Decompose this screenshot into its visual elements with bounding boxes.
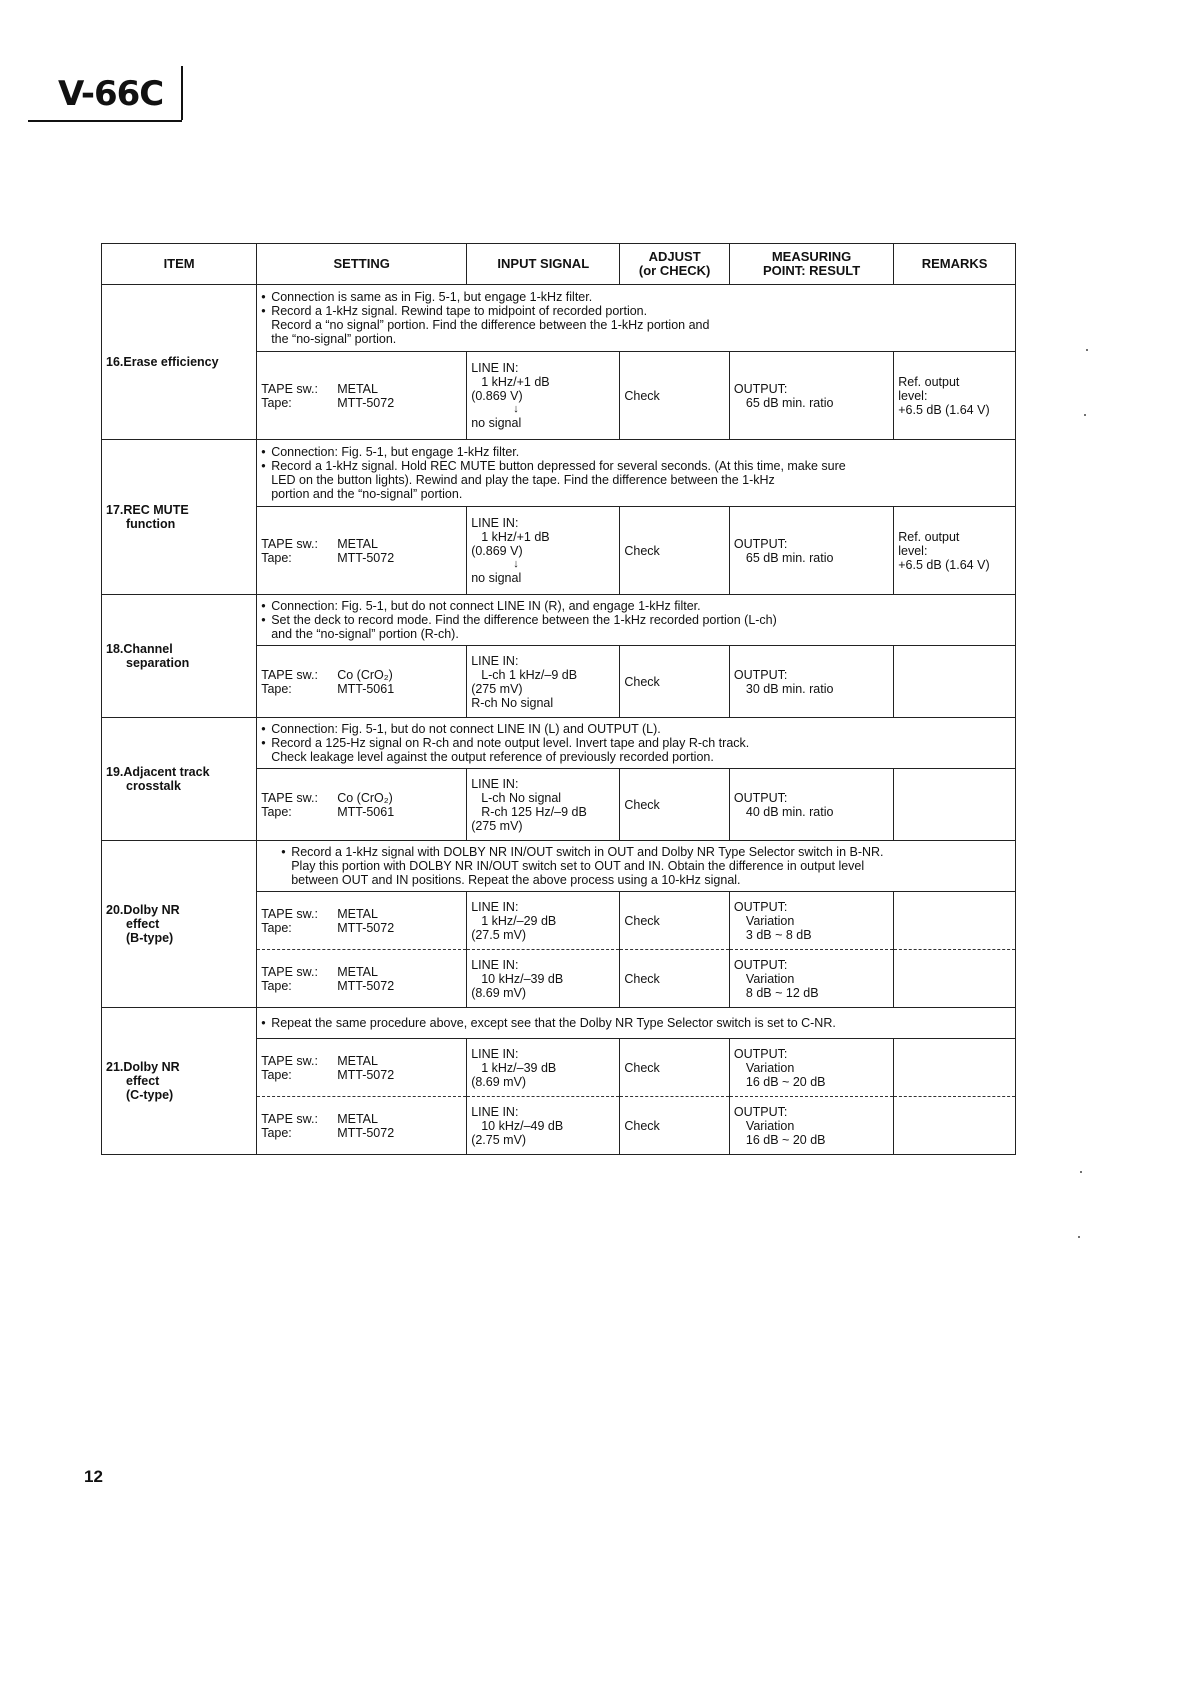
item-name-continued: (C-type) xyxy=(126,1088,174,1102)
item-number: 20. xyxy=(106,903,124,917)
remarks-line: Ref. output xyxy=(898,529,960,544)
tape-switch-label: TAPE sw.: xyxy=(261,1111,318,1126)
table-row-19-desc xyxy=(102,718,1016,769)
title-divider-vertical xyxy=(181,66,183,120)
remarks-cell xyxy=(894,950,1016,1008)
remarks-cell xyxy=(894,352,1016,440)
title-underline xyxy=(28,120,182,122)
measure-line: 16 dB ~ 20 dB xyxy=(745,1074,826,1089)
measure-line: Variation xyxy=(745,1118,795,1133)
input-line: LINE IN: xyxy=(471,1104,519,1119)
remarks-cell xyxy=(894,769,1016,841)
item-name: Channel xyxy=(123,642,173,656)
setting-cell xyxy=(257,1039,467,1097)
tape-switch-value: METAL xyxy=(337,964,378,979)
procedure-line: Connection: Fig. 5-1, but do not connect LINE IN (R), and engage 1-kHz filter. xyxy=(271,599,701,613)
procedure-16: • Connection is same as in Fig. 5-1, but engage 1-kHz filter. • Record a 1-kHz signal. Rewind tape to midpoint of recorded portion. Record a “no signal” portion. Find the difference between the 1-kHz portion and the “no-signal” portion. xyxy=(257,285,1016,352)
input-line: LINE IN: xyxy=(471,899,519,914)
input-signal-cell xyxy=(467,352,620,440)
measure-line: OUTPUT: xyxy=(733,899,788,914)
tape-switch-label: TAPE sw.: xyxy=(261,1053,318,1068)
tape-value: MTT-5072 xyxy=(337,395,395,410)
input-line: LINE IN: xyxy=(471,776,519,791)
remarks-line: Ref. output xyxy=(898,374,960,389)
measuring-cell xyxy=(729,1039,893,1097)
item-21 xyxy=(102,1008,257,1155)
measure-line: OUTPUT: xyxy=(733,381,788,396)
measuring-cell xyxy=(729,352,893,440)
remarks-line: +6.5 dB (1.64 V) xyxy=(898,402,990,417)
measure-line: 65 dB min. ratio xyxy=(745,550,834,565)
page-number: 12 xyxy=(84,1467,103,1486)
remarks-cell xyxy=(894,1039,1016,1097)
procedure-line: Record a 1-kHz signal with DOLBY NR IN/OUT switch in OUT and Dolby NR Type Selector switch in B-NR. xyxy=(291,845,884,859)
input-line: 1 kHz/–29 dB xyxy=(481,913,557,928)
remarks-cell xyxy=(894,1097,1016,1155)
procedure-line: Record a 1-kHz signal. Rewind tape to midpoint of recorded portion. xyxy=(271,304,648,318)
adjust-cell: Check xyxy=(620,1097,730,1155)
col-header-input-signal: INPUT SIGNAL xyxy=(467,244,620,285)
procedure-line: portion and the “no-signal” portion. xyxy=(271,487,463,501)
input-line: (27.5 mV) xyxy=(471,927,527,942)
procedure-21: • Repeat the same procedure above, except see that the Dolby NR Type Selector switch is set to C-NR. xyxy=(257,1008,1016,1039)
procedure-line: Check leakage level against the output reference of previously recorded portion. xyxy=(271,750,714,764)
item-16 xyxy=(102,285,257,440)
table-row-20-desc xyxy=(102,841,1016,892)
tape-value: MTT-5061 xyxy=(337,804,395,819)
measure-line: 65 dB min. ratio xyxy=(745,395,834,410)
col-header-remarks: REMARKS xyxy=(894,244,1016,285)
measure-line: 30 dB min. ratio xyxy=(745,681,834,696)
tape-value: MTT-5072 xyxy=(337,978,395,993)
tape-switch-value: METAL xyxy=(337,381,378,396)
col-header-item: ITEM xyxy=(102,244,257,285)
tape-switch-value: Co (CrO₂) xyxy=(337,790,393,805)
item-18 xyxy=(102,595,257,718)
item-number: 17. xyxy=(106,503,124,517)
table-row-21-desc xyxy=(102,1008,1016,1039)
procedure-17: • Connection: Fig. 5-1, but engage 1-kHz filter. • Record a 1-kHz signal. Hold REC MUTE button depressed for several seconds. (At this time, make sure LED on the button lights). Rewind and play the tape. Find the difference between the 1-kHz portion and the “no-signal” portion. xyxy=(257,440,1016,507)
adjust-cell: Check xyxy=(620,352,730,440)
col-header-adjust-line1: ADJUST xyxy=(648,249,701,264)
adjust-cell: Check xyxy=(620,950,730,1008)
item-name-continued: effect xyxy=(126,1074,160,1088)
setting-cell xyxy=(257,892,467,950)
procedure-line: Record a 1-kHz signal. Hold REC MUTE button depressed for several seconds. (At this time, make sure xyxy=(271,459,846,473)
table-row-17-desc xyxy=(102,440,1016,507)
item-name-continued: function xyxy=(126,517,176,531)
scan-speck xyxy=(1084,414,1086,416)
col-header-measuring-line1: MEASURING xyxy=(771,249,852,264)
col-header-adjust xyxy=(620,244,730,285)
procedure-line: Record a 125-Hz signal on R-ch and note output level. Invert tape and play R-ch track. xyxy=(271,736,750,750)
tape-switch-label: TAPE sw.: xyxy=(261,667,318,682)
item-name-continued: crosstalk xyxy=(126,779,181,793)
input-line: 10 kHz/–49 dB xyxy=(481,1118,564,1133)
item-name: Dolby NR xyxy=(123,903,180,917)
procedure-line: between OUT and IN positions. Repeat the above process using a 10-kHz signal. xyxy=(291,873,741,887)
input-signal-cell xyxy=(467,892,620,950)
input-line: R-ch No signal xyxy=(471,695,554,710)
tape-switch-label: TAPE sw.: xyxy=(261,906,318,921)
input-line: 1 kHz/+1 dB xyxy=(481,375,550,389)
model-title: V-66C xyxy=(58,74,164,114)
col-header-measuring-line2: POINT: RESULT xyxy=(762,263,861,278)
procedure-line: Connection: Fig. 5-1, but engage 1-kHz filter. xyxy=(271,445,520,459)
remarks-line: level: xyxy=(898,543,928,558)
procedure-line: Connection: Fig. 5-1, but do not connect LINE IN (L) and OUTPUT (L). xyxy=(271,722,661,736)
input-line: no signal xyxy=(471,416,522,430)
tape-switch-label: TAPE sw.: xyxy=(261,536,318,551)
item-name-continued: (B-type) xyxy=(126,931,174,945)
measuring-cell xyxy=(729,507,893,595)
tape-value: MTT-5061 xyxy=(337,681,395,696)
input-line: (275 mV) xyxy=(471,818,523,833)
setting-cell xyxy=(257,950,467,1008)
measure-line: 16 dB ~ 20 dB xyxy=(745,1132,826,1147)
measure-line: OUTPUT: xyxy=(733,1104,788,1119)
input-signal-cell xyxy=(467,1097,620,1155)
input-line: L-ch No signal xyxy=(481,790,562,805)
table-row-16-desc xyxy=(102,285,1016,352)
input-line: LINE IN: xyxy=(471,1046,519,1061)
tape-switch-value: METAL xyxy=(337,1053,378,1068)
input-line: 1 kHz/–39 dB xyxy=(481,1060,557,1075)
input-line: LINE IN: xyxy=(471,516,519,530)
tape-switch-value: Co (CrO₂) xyxy=(337,667,393,682)
col-header-measuring xyxy=(729,244,893,285)
measure-line: Variation xyxy=(745,971,795,986)
measuring-cell xyxy=(729,646,893,718)
adjust-cell: Check xyxy=(620,892,730,950)
item-name-continued: separation xyxy=(126,656,190,670)
procedure-20: • Record a 1-kHz signal with DOLBY NR IN/OUT switch in OUT and Dolby NR Type Selector switch in B-NR. Play this portion with DOLBY NR IN/OUT switch set to OUT and IN. Obtain the difference in output level between OUT and IN positions. Repeat the above process using a 10-kHz signal. xyxy=(257,841,1016,892)
table-row-18-desc xyxy=(102,595,1016,646)
item-name: REC MUTE xyxy=(123,503,189,517)
scan-speck xyxy=(1080,1171,1082,1173)
item-19 xyxy=(102,718,257,841)
input-line: (8.69 mV) xyxy=(471,1074,527,1089)
tape-switch-label: TAPE sw.: xyxy=(261,964,318,979)
tape-value: MTT-5072 xyxy=(337,1125,395,1140)
col-header-adjust-line2: (or CHECK) xyxy=(638,263,711,278)
remarks-cell xyxy=(894,892,1016,950)
tape-switch-label: TAPE sw.: xyxy=(261,381,318,396)
tape-label: Tape: xyxy=(261,395,292,410)
tape-label: Tape: xyxy=(261,550,292,565)
input-line: 10 kHz/–39 dB xyxy=(481,971,564,986)
item-17 xyxy=(102,440,257,595)
input-line: LINE IN: xyxy=(471,957,519,972)
tape-label: Tape: xyxy=(261,1067,292,1082)
input-line: L-ch 1 kHz/–9 dB xyxy=(481,667,578,682)
remarks-cell xyxy=(894,507,1016,595)
remarks-line: +6.5 dB (1.64 V) xyxy=(898,557,990,572)
input-line: 1 kHz/+1 dB xyxy=(481,530,550,544)
setting-cell xyxy=(257,507,467,595)
tape-label: Tape: xyxy=(261,681,292,696)
tape-value: MTT-5072 xyxy=(337,920,395,935)
input-line: (0.869 V) xyxy=(471,389,523,403)
setting-cell xyxy=(257,646,467,718)
measure-line: OUTPUT: xyxy=(733,667,788,682)
item-number: 21. xyxy=(106,1060,124,1074)
measuring-cell xyxy=(729,892,893,950)
procedure-line: the “no-signal” portion. xyxy=(271,332,397,346)
input-signal-cell xyxy=(467,950,620,1008)
item-name-continued: effect xyxy=(126,917,160,931)
setting-cell xyxy=(257,352,467,440)
remarks-cell xyxy=(894,646,1016,718)
measure-line: OUTPUT: xyxy=(733,536,788,551)
tape-label: Tape: xyxy=(261,1125,292,1140)
measure-line: OUTPUT: xyxy=(733,957,788,972)
input-line: (2.75 mV) xyxy=(471,1132,527,1147)
procedure-19: • Connection: Fig. 5-1, but do not connect LINE IN (L) and OUTPUT (L). • Record a 125-Hz signal on R-ch and note output level. Invert tape and play R-ch track. Check leakage level against the output reference of previously recorded portion. xyxy=(257,718,1016,769)
measure-line: Variation xyxy=(745,913,795,928)
col-header-setting: SETTING xyxy=(257,244,467,285)
tape-label: Tape: xyxy=(261,804,292,819)
remarks-line: level: xyxy=(898,388,928,403)
measure-line: 40 dB min. ratio xyxy=(745,804,834,819)
item-20 xyxy=(102,841,257,1008)
down-arrow-icon: ↓ xyxy=(513,403,519,415)
tape-value: MTT-5072 xyxy=(337,550,395,565)
down-arrow-icon: ↓ xyxy=(513,558,519,570)
input-signal-cell xyxy=(467,507,620,595)
input-signal-cell xyxy=(467,1039,620,1097)
measure-line: Variation xyxy=(745,1060,795,1075)
input-signal-cell xyxy=(467,646,620,718)
tape-value: MTT-5072 xyxy=(337,1067,395,1082)
tape-switch-value: METAL xyxy=(337,906,378,921)
procedure-18: • Connection: Fig. 5-1, but do not connect LINE IN (R), and engage 1-kHz filter. • Set the deck to record mode. Find the difference between the 1-kHz recorded portion (L-ch) and the “no-signal” portion (R-ch). xyxy=(257,595,1016,646)
procedure-line: Set the deck to record mode. Find the difference between the 1-kHz recorded portion (L-ch) xyxy=(271,613,777,627)
procedure-line: Record a “no signal” portion. Find the difference between the 1-kHz portion and xyxy=(271,318,710,332)
scan-speck xyxy=(1086,349,1088,351)
measuring-cell xyxy=(729,1097,893,1155)
input-line: (0.869 V) xyxy=(471,544,523,558)
item-number: 19. xyxy=(106,765,124,779)
item-number: 18. xyxy=(106,642,124,656)
table-header-row xyxy=(102,244,1016,285)
tape-label: Tape: xyxy=(261,978,292,993)
adjust-cell: Check xyxy=(620,769,730,841)
scan-speck xyxy=(1078,1236,1080,1238)
tape-switch-value: METAL xyxy=(337,536,378,551)
item-number: 16. xyxy=(106,355,124,369)
input-line: R-ch 125 Hz/–9 dB xyxy=(481,804,587,819)
setting-cell xyxy=(257,1097,467,1155)
procedure-line: LED on the button lights). Rewind and play the tape. Find the difference between the 1-kHz xyxy=(271,473,775,487)
setting-cell xyxy=(257,769,467,841)
measuring-cell xyxy=(729,950,893,1008)
measure-line: OUTPUT: xyxy=(733,1046,788,1061)
tape-switch-value: METAL xyxy=(337,1111,378,1126)
procedure-line: Play this portion with DOLBY NR IN/OUT switch set to OUT and IN. Obtain the difference in output level xyxy=(291,859,865,873)
measure-line: OUTPUT: xyxy=(733,790,788,805)
procedure-line: Repeat the same procedure above, except see that the Dolby NR Type Selector switch is set to C-NR. xyxy=(271,1016,836,1030)
adjust-cell: Check xyxy=(620,1039,730,1097)
item-name: Erase efficiency xyxy=(123,355,219,369)
measuring-cell xyxy=(729,769,893,841)
procedure-line: and the “no-signal” portion (R-ch). xyxy=(271,627,459,641)
item-name: Dolby NR xyxy=(123,1060,180,1074)
input-line: no signal xyxy=(471,571,522,585)
adjustment-table xyxy=(101,243,1016,1155)
input-line: LINE IN: xyxy=(471,361,519,375)
procedure-line: Connection is same as in Fig. 5-1, but engage 1-kHz filter. xyxy=(271,290,593,304)
tape-label: Tape: xyxy=(261,920,292,935)
input-signal-cell xyxy=(467,769,620,841)
adjust-cell: Check xyxy=(620,646,730,718)
adjust-cell: Check xyxy=(620,507,730,595)
input-line: LINE IN: xyxy=(471,653,519,668)
input-line: (275 mV) xyxy=(471,681,523,696)
measure-line: 3 dB ~ 8 dB xyxy=(745,927,812,942)
tape-switch-label: TAPE sw.: xyxy=(261,790,318,805)
item-name: Adjacent track xyxy=(123,765,210,779)
input-line: (8.69 mV) xyxy=(471,985,527,1000)
measure-line: 8 dB ~ 12 dB xyxy=(745,985,819,1000)
